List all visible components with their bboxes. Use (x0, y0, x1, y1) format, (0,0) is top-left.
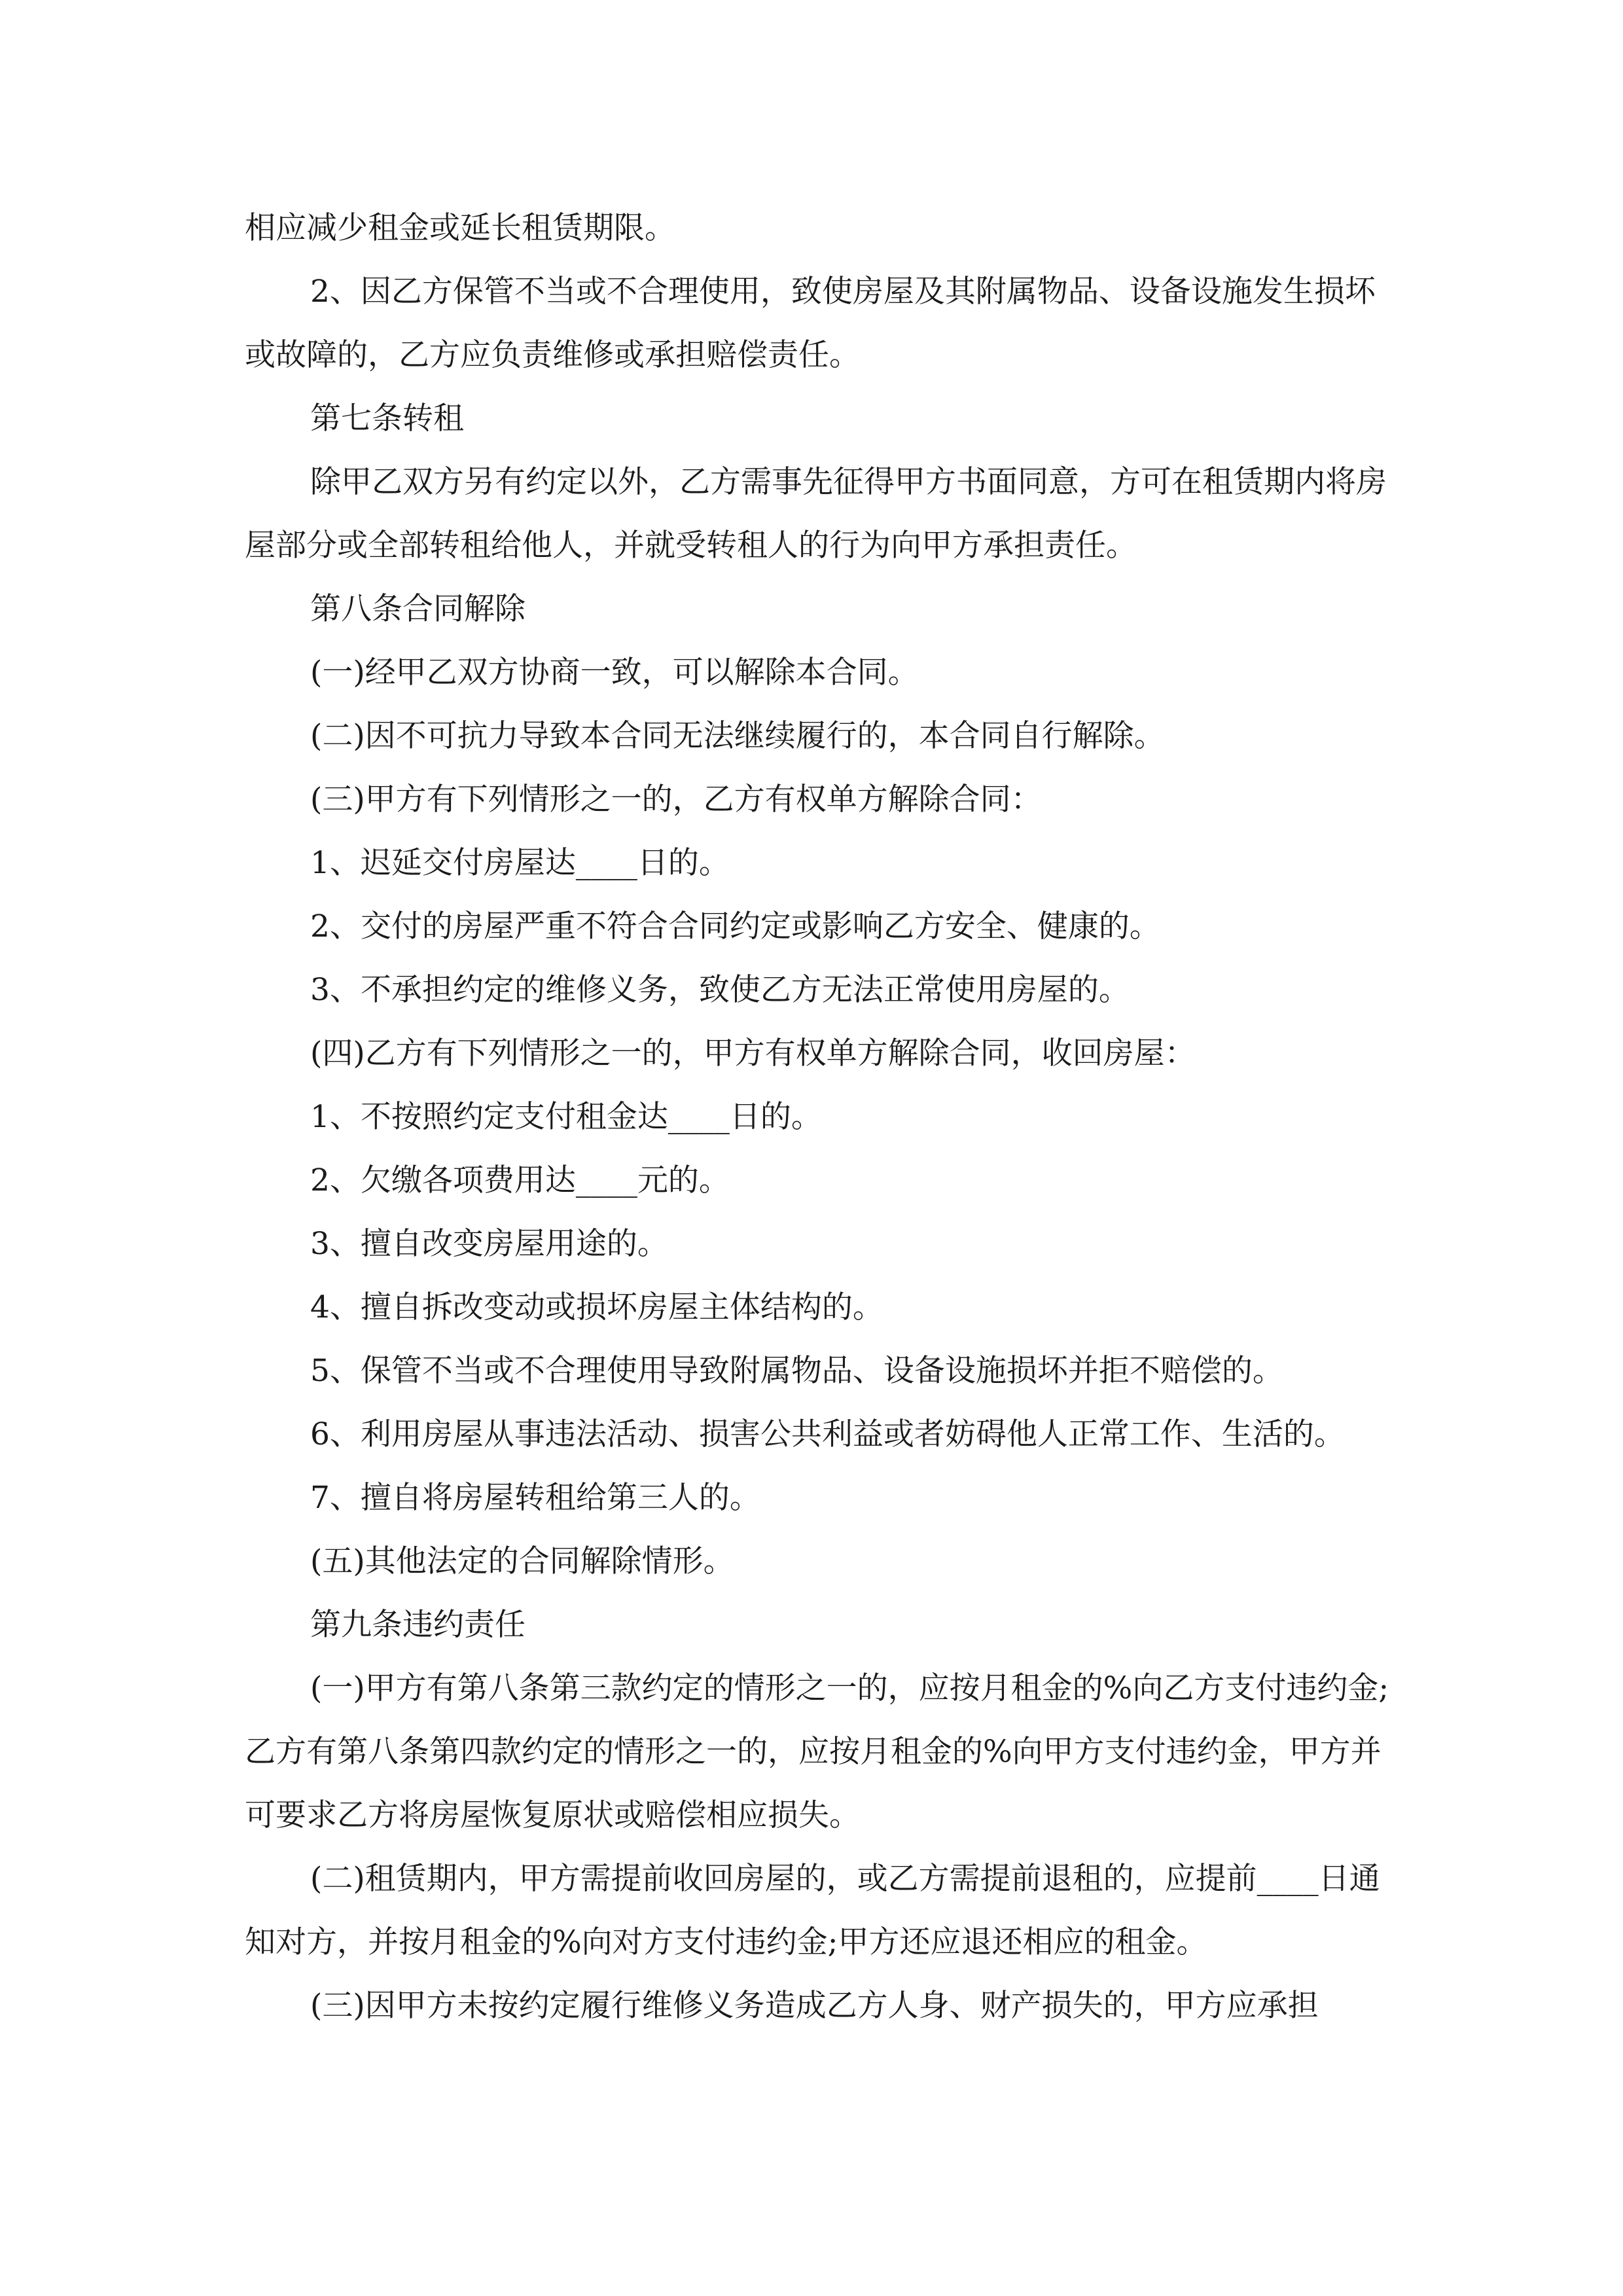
paragraph: (二)租赁期内，甲方需提前收回房屋的，或乙方需提前退租的，应提前____日通知对方，并按月租金的%向对方支付违约金;甲方还应退还相应的租金。 (245, 1861, 1380, 1960)
paragraph: 2、因乙方保管不当或不合理使用，致使房屋及其附属物品、设备设施发生损坏或故障的，乙方应负责维修或承担赔偿责任。 (245, 274, 1376, 373)
list-item: 4、擅自拆改变动或损坏房屋主体结构的。 (310, 1289, 883, 1325)
paragraph: (二)因不可抗力导致本合同无法继续履行的，本合同自行解除。 (310, 718, 1165, 754)
paragraph: 相应减少租金或延长租赁期限。 (245, 210, 675, 246)
paragraph: (一)甲方有第八条第三款约定的情形之一的，应按月租金的%向乙方支付违约金;乙方有第八条第四款约定的情形之一的，应按月租金的%向甲方支付违约金，甲方并可要求乙方将房屋恢复原状或赔偿相应损失。 (245, 1670, 1389, 1833)
list-item: 2、交付的房屋严重不符合合同约定或影响乙方安全、健康的。 (310, 908, 1160, 944)
list-item: 7、擅自将房屋转租给第三人的。 (310, 1480, 760, 1516)
section-heading: 第七条转租 (310, 401, 464, 437)
paragraph: (五)其他法定的合同解除情形。 (310, 1543, 734, 1579)
list-item: 5、保管不当或不合理使用导致附属物品、设备设施损坏并拒不赔偿的。 (310, 1353, 1283, 1389)
section-heading: 第九条违约责任 (310, 1607, 526, 1643)
section-heading: 第八条合同解除 (310, 591, 526, 627)
paragraph: 除甲乙双方另有约定以外，乙方需事先征得甲方书面同意，方可在租赁期内将房屋部分或全部转租给他人，并就受转租人的行为向甲方承担责任。 (245, 464, 1387, 564)
paragraph: (四)乙方有下列情形之一的，甲方有权单方解除合同，收回房屋： (310, 1035, 1196, 1071)
paragraph: (三)甲方有下列情形之一的，乙方有权单方解除合同： (310, 781, 1042, 817)
list-item: 3、不承担约定的维修义务，致使乙方无法正常使用房屋的。 (310, 972, 1130, 1008)
document-body (245, 196, 1397, 2037)
list-item: 1、不按照约定支付租金达____日的。 (310, 1099, 822, 1135)
list-item: 2、欠缴各项费用达____元的。 (310, 1162, 730, 1198)
list-item: 3、擅自改变房屋用途的。 (310, 1226, 668, 1262)
list-item: 6、利用房屋从事违法活动、损害公共利益或者妨碍他人正常工作、生活的。 (310, 1416, 1345, 1452)
paragraph: (三)因甲方未按约定履行维修义务造成乙方人身、财产损失的，甲方应承担 (310, 1988, 1319, 2024)
list-item: 1、迟延交付房屋达____日的。 (310, 845, 730, 881)
paragraph: (一)经甲乙双方协商一致，可以解除本合同。 (310, 655, 919, 691)
